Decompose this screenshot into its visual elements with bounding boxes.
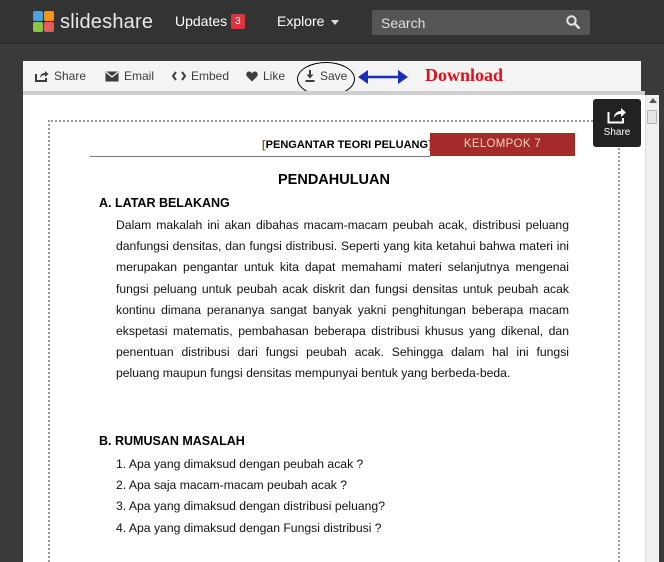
chevron-down-icon — [331, 20, 339, 25]
list-item: 1. Apa yang dimaksud dengan peubah acak ? — [116, 457, 364, 471]
logo-text: slideshare — [60, 10, 154, 33]
list-item: 3. Apa yang dimaksud dengan distribusi peluang? — [116, 499, 385, 513]
code-icon — [172, 71, 186, 81]
download-annotation: Download — [425, 65, 504, 85]
floating-share-button[interactable] — [593, 99, 641, 147]
embed-button[interactable] — [172, 69, 229, 83]
explore-menu[interactable] — [277, 13, 339, 29]
list-item: 4. Apa yang dimaksud dengan Fungsi distribusi ? — [116, 521, 382, 535]
vertical-scrollbar[interactable] — [645, 95, 659, 562]
section-a-paragraph: Dalam makalah ini akan dibahas macam-macam peubah acak, distribusi peluang danfungsi densitas, dan fungsi distribusi. Seperti yang kita ketahui bahwa materi ini merupakan pengantar untuk kita dapat memahami materi selanjutnya mengenai fungsi peluang untuk peubah acak diskrit dan fungsi densitas untuk peubah acak kontinu dimana perananya sangat banyak yakni penghitungan beberapa macam ekspetasi matematis, pembahasan beberapa distribusi khusus yang dikenal, dan penentuan distribusi dari fungsi peubah acak. Sehingga dalam hal ini fungsi peluang maupun fungsi densitas mempunyai bentuk yang berbeda-beda. — [116, 218, 569, 381]
section-a-heading: A. LATAR BELAKANG — [99, 196, 230, 210]
like-button[interactable] — [246, 69, 285, 83]
updates-label: Updates — [175, 13, 228, 29]
envelope-icon — [105, 71, 119, 82]
heart-icon — [246, 71, 258, 82]
window-edge — [659, 44, 664, 562]
search-icon[interactable] — [566, 15, 580, 29]
document-header-title: PENGANTAR TEORI PELUANG — [265, 139, 429, 151]
group-label: KELOMPOK 7 — [430, 133, 575, 156]
floating-share-label: Share — [603, 127, 631, 138]
like-label: Like — [263, 69, 286, 83]
document-header: [PENGANTAR TEORI PELUANG — [262, 139, 429, 151]
share-icon — [607, 106, 627, 124]
scrollbar-thumb[interactable] — [647, 110, 657, 124]
section-b-heading: B. RUMUSAN MASALAH — [99, 434, 245, 448]
updates-menu[interactable] — [175, 13, 245, 29]
share-button[interactable] — [35, 69, 86, 83]
top-nav-bar — [0, 0, 664, 44]
share-label: Share — [54, 69, 87, 83]
list-item: 2. Apa saja macam-macam peubah acak ? — [116, 478, 348, 492]
slideshare-logo-icon — [33, 11, 55, 33]
share-icon — [35, 70, 49, 82]
slideshare-logo[interactable] — [33, 9, 153, 35]
document-title: PENDAHULUAN — [278, 172, 390, 188]
save-label: Save — [320, 69, 348, 83]
email-button[interactable] — [105, 69, 154, 83]
explore-label: Explore — [277, 13, 325, 29]
email-label: Email — [124, 69, 155, 83]
updates-count-badge: 3 — [231, 14, 245, 29]
scroll-up-arrow-icon[interactable] — [649, 98, 657, 103]
header-rule — [90, 156, 430, 157]
double-arrow-icon — [358, 68, 408, 86]
search-input[interactable] — [372, 10, 590, 35]
embed-label: Embed — [191, 69, 230, 83]
